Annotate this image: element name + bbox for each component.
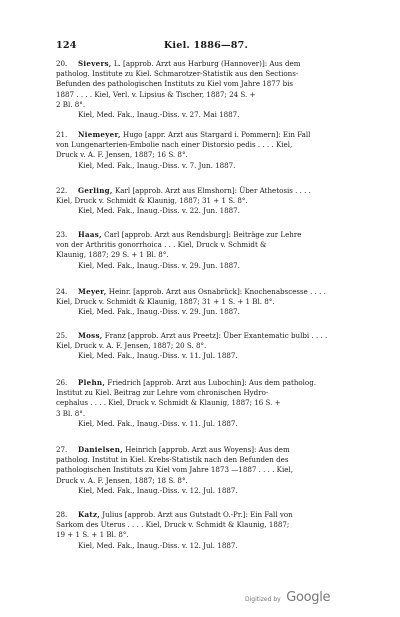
entry-continuation-line: Kiel, Druck v. Schmidt & Klaunig, 1887; 31 + 1 S. + 1 Bl. 8°. (56, 297, 275, 307)
entry-number: 24. (56, 287, 68, 296)
entry-number: 26. (56, 378, 68, 387)
author-name: Moss, (78, 331, 103, 340)
entry-continuation-line: Institut zu Kiel. Beitrag zur Lehre vom chronischen Hydro- (56, 388, 269, 398)
dissertation-entry (56, 59, 356, 120)
entry-first-line (56, 130, 356, 140)
entry-continuation-line: patholog. Institut in Kiel. Krebs-Statistik nach den Befunden des (56, 455, 289, 465)
entry-continuation-line: Kiel, Druck v. Schmidt & Klaunig, 1887; 31 + 1 S. 8°. (56, 196, 248, 206)
entry-continuation-line: 1887 . . . . Kiel, Verl. v. Lipsius & Tischer, 1887; 24 S. + (56, 89, 256, 99)
entry-continuation-line: Klaunig, 1887; 29 S. + 1 Bl. 8°. (56, 250, 169, 260)
dissertation-entry (56, 130, 356, 171)
entry-continuation-line: Befunden des pathologischen Instituts zu Kiel vom Jahre 1877 bis (56, 79, 294, 89)
digitization-watermark (245, 590, 330, 605)
entry-title-start: Julius [approb. Arzt aus Gutstadt O.-Pr.]: Ein Fall von (100, 510, 293, 519)
author-name: Gerling, (78, 186, 113, 195)
entry-title-start: Franz [approb. Arzt aus Preetz]: Über Exantematic bulbi . . . . (102, 331, 328, 340)
author-name: Sievers, (78, 59, 112, 68)
entry-first-line (56, 230, 356, 240)
entry-number: 28. (56, 510, 68, 519)
entry-first-line (56, 287, 356, 297)
faculty-line: Kiel, Med. Fak., Inaug.-Diss. v. 29. Jun. 1887. (78, 307, 240, 317)
entry-first-line (56, 378, 356, 388)
author-name: Meyer, (78, 287, 107, 296)
entry-number: 23. (56, 230, 68, 239)
faculty-line: Kiel, Med. Fak., Inaug.-Diss. v. 22. Jun. 1887. (78, 206, 240, 216)
watermark-prefix: Digitized by (245, 596, 281, 603)
entry-continuation-line: 2 Bl. 8°. (56, 99, 86, 109)
entry-continuation-line: cephalus . . . . Kiel, Druck v. Schmidt & Klaunig, 1887; 16 S. + (56, 398, 281, 408)
entry-continuation-line: 19 + 1 S. + 1 Bl. 8°. (56, 530, 129, 540)
author-name: Niemeyer, (78, 130, 121, 139)
entry-title-start: L. [approb. Arzt aus Harburg (Hannover)]: Aus dem (111, 59, 301, 68)
page-header (56, 40, 356, 54)
entry-continuation-line: Sarkom des Uterus . . . . Kiel, Druck v. Schmidt & Klaunig, 1887; (56, 520, 290, 530)
entry-number: 25. (56, 331, 68, 340)
entry-title-start: Karl [approb. Arzt aus Elmshorn]: Über Athetosis . . . . (112, 186, 311, 195)
faculty-line: Kiel, Med. Fak., Inaug.-Diss. v. 12. Jul. 1887. (78, 485, 238, 495)
entry-title-start: Heinrich [approb. Arzt aus Woyens]: Aus dem (122, 445, 290, 454)
entry-first-line (56, 510, 356, 520)
entry-first-line (56, 331, 356, 341)
dissertation-entry (56, 378, 356, 429)
entry-number: 22. (56, 186, 68, 195)
dissertation-entry (56, 186, 356, 217)
entry-continuation-line: Druck v. A. F. Jensen, 1887; 18 S. 8°. (56, 475, 188, 485)
entry-first-line (56, 186, 356, 196)
entry-continuation-line: von der Arthritis gonorrhoica . . . Kiel, Druck v. Schmidt & (56, 240, 267, 250)
watermark-brand: Google (286, 590, 331, 605)
entry-continuation-line: Kiel, Druck v. A. F. Jensen, 1887; 20 S. 8°. (56, 341, 207, 351)
entry-title-start: Carl [approb. Arzt aus Rendsburg]: Beiträge zur Lehre (101, 230, 302, 239)
entry-continuation-line: pathologischen Instituts zu Kiel vom Jahre 1873 —1887 . . . . Kiel, (56, 465, 293, 475)
entry-first-line (56, 59, 356, 69)
page-number: 124 (56, 40, 77, 51)
entry-number: 21. (56, 130, 68, 139)
dissertation-entry (56, 230, 356, 271)
author-name: Haas, (78, 230, 102, 239)
dissertation-entry (56, 331, 356, 362)
faculty-line: Kiel, Med. Fak., Inaug.-Diss. v. 11. Jul. 1887. (78, 418, 238, 428)
running-head: Kiel. 1886—87. (163, 40, 249, 51)
entry-title-start: Friedrich [approb. Arzt aus Lubochin]: Aus dem patholog. (105, 378, 316, 387)
faculty-line: Kiel, Med. Fak., Inaug.-Diss. v. 7. Jun. 1887. (78, 160, 236, 170)
entry-title-start: Hugo [appr. Arzt aus Stargard i. Pommern]: Ein Fall (120, 130, 311, 139)
author-name: Danielsen, (78, 445, 123, 454)
entry-continuation-line: von Lungenarterien-Embolie nach einer Distorsio pedis . . . . Kiel, (56, 140, 293, 150)
faculty-line: Kiel, Med. Fak., Inaug.-Diss. v. 27. Mai 1887. (78, 109, 240, 119)
entry-number: 27. (56, 445, 68, 454)
faculty-line: Kiel, Med. Fak., Inaug.-Diss. v. 11. Jul. 1887. (78, 351, 238, 361)
author-name: Plehn, (78, 378, 106, 387)
faculty-line: Kiel, Med. Fak., Inaug.-Diss. v. 29. Jun. 1887. (78, 260, 240, 270)
entry-continuation-line: patholog. Institute zu Kiel. Schmarotzer-Statistik aus den Sections- (56, 69, 299, 79)
entry-first-line (56, 445, 356, 455)
entry-continuation-line: Druck v. A. F. Jensen, 1887; 16 S. 8°. (56, 150, 188, 160)
faculty-line: Kiel, Med. Fak., Inaug.-Diss. v. 12. Jul. 1887. (78, 540, 238, 550)
entry-title-start: Heinr. [approb. Arzt aus Osnabrück]: Knochenabscesse . . . . (106, 287, 326, 296)
entry-continuation-line: 3 Bl. 8°. (56, 408, 86, 418)
author-name: Katz, (78, 510, 101, 519)
dissertation-entry (56, 510, 356, 551)
dissertation-entry (56, 287, 356, 318)
entry-number: 20. (56, 59, 68, 68)
dissertation-entry (56, 445, 356, 496)
